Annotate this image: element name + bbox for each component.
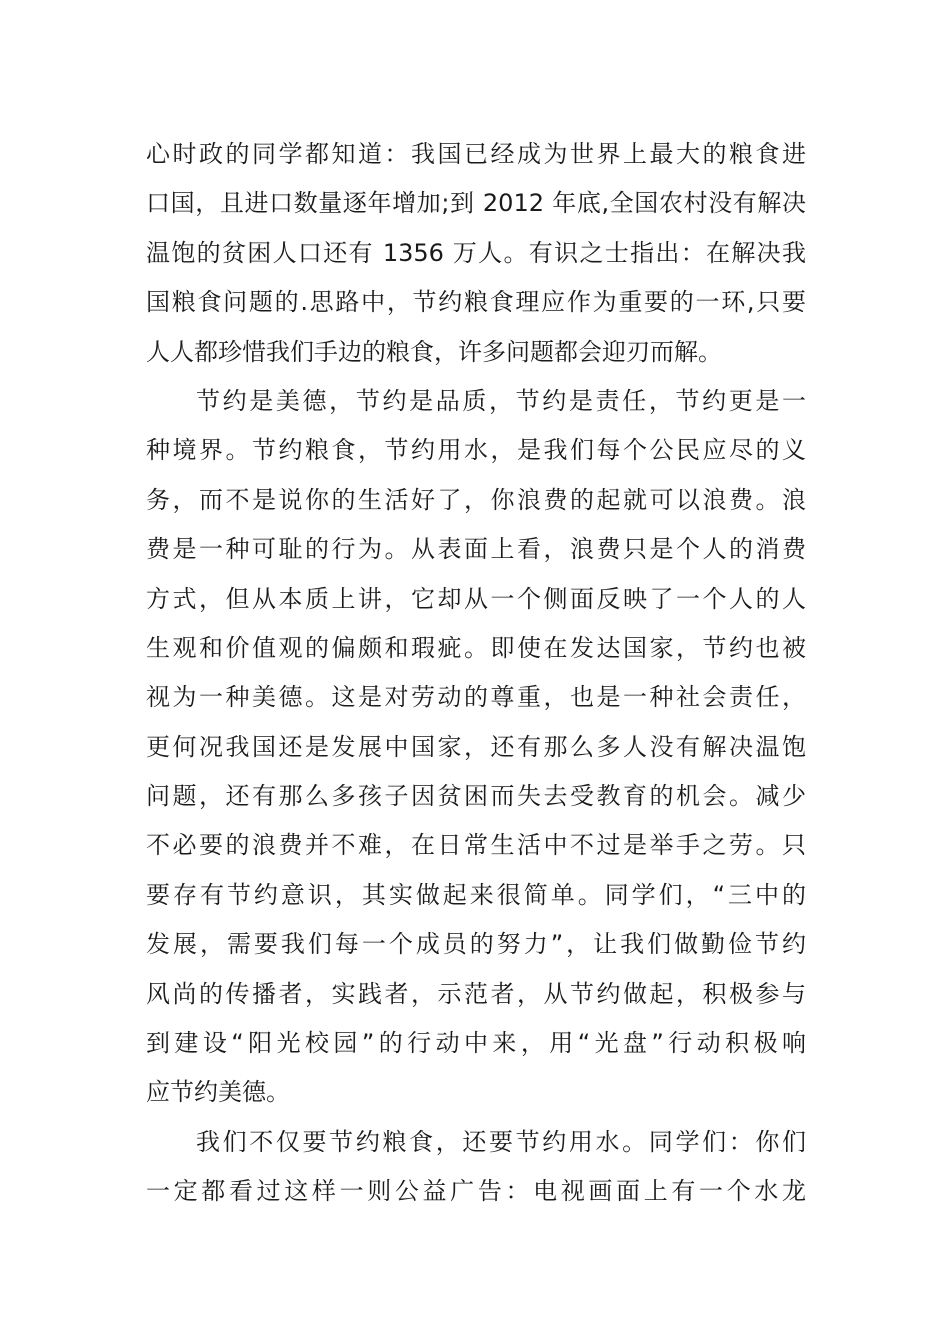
text-line: 要存有节约意识，其实做起来很简单。同学们，“三中的 [146, 880, 806, 909]
text-line: 种境界。节约粮食，节约用水，是我们每个公民应尽的义 [146, 436, 806, 465]
text-line: 到建设“阳光校园”的行动中来，用“光盘”行动积极响 [146, 1029, 806, 1058]
paragraph-first-line: 节约是美德，节约是品质，节约是责任，节约更是一 [196, 386, 806, 415]
text-line: 问题，还有那么多孩子因贫困而失去受教育的机会。减少 [146, 782, 806, 811]
text-line: 心时政的同学都知道：我国已经成为世界上最大的粮食进 [146, 140, 806, 168]
text-line: 生观和价值观的偏颇和瑕疵。即使在发达国家，节约也被 [146, 633, 806, 662]
text-line: 温饱的贫困人口还有 1356 万人。有识之士指出：在解决我 [146, 238, 806, 267]
text-line: 发展，需要我们每一个成员的努力”，让我们做勤俭节约 [146, 930, 806, 959]
text-line: 国粮食问题的.思路中，节约粮食理应作为重要的一环,只要 [146, 288, 806, 317]
text-line: 视为一种美德。这是对劳动的尊重，也是一种社会责任， [146, 683, 806, 712]
text-line: 人人都珍惜我们手边的粮食，许多问题都会迎刃而解。 [146, 337, 722, 366]
text-line: 一定都看过这样一则公益广告：电视画面上有一个水龙 [146, 1177, 806, 1206]
text-line: 应节约美德。 [146, 1078, 290, 1107]
paragraph-first-line: 我们不仅要节约粮食，还要节约用水。同学们：你们 [196, 1127, 806, 1156]
text-line: 口国，且进口数量逐年增加;到 2012 年底,全国农村没有解决 [146, 189, 806, 218]
document-body [146, 130, 806, 1217]
text-line: 费是一种可耻的行为。从表面上看，浪费只是个人的消费 [146, 535, 806, 564]
text-line: 风尚的传播者，实践者，示范者，从节约做起，积极参与 [146, 979, 806, 1008]
text-line: 更何况我国还是发展中国家，还有那么多人没有解决温饱 [146, 732, 806, 761]
text-line: 方式，但从本质上讲，它却从一个侧面反映了一个人的人 [146, 584, 806, 613]
text-line: 不必要的浪费并不难，在日常生活中不过是举手之劳。只 [146, 831, 806, 860]
text-line: 务，而不是说你的生活好了，你浪费的起就可以浪费。浪 [146, 485, 806, 514]
